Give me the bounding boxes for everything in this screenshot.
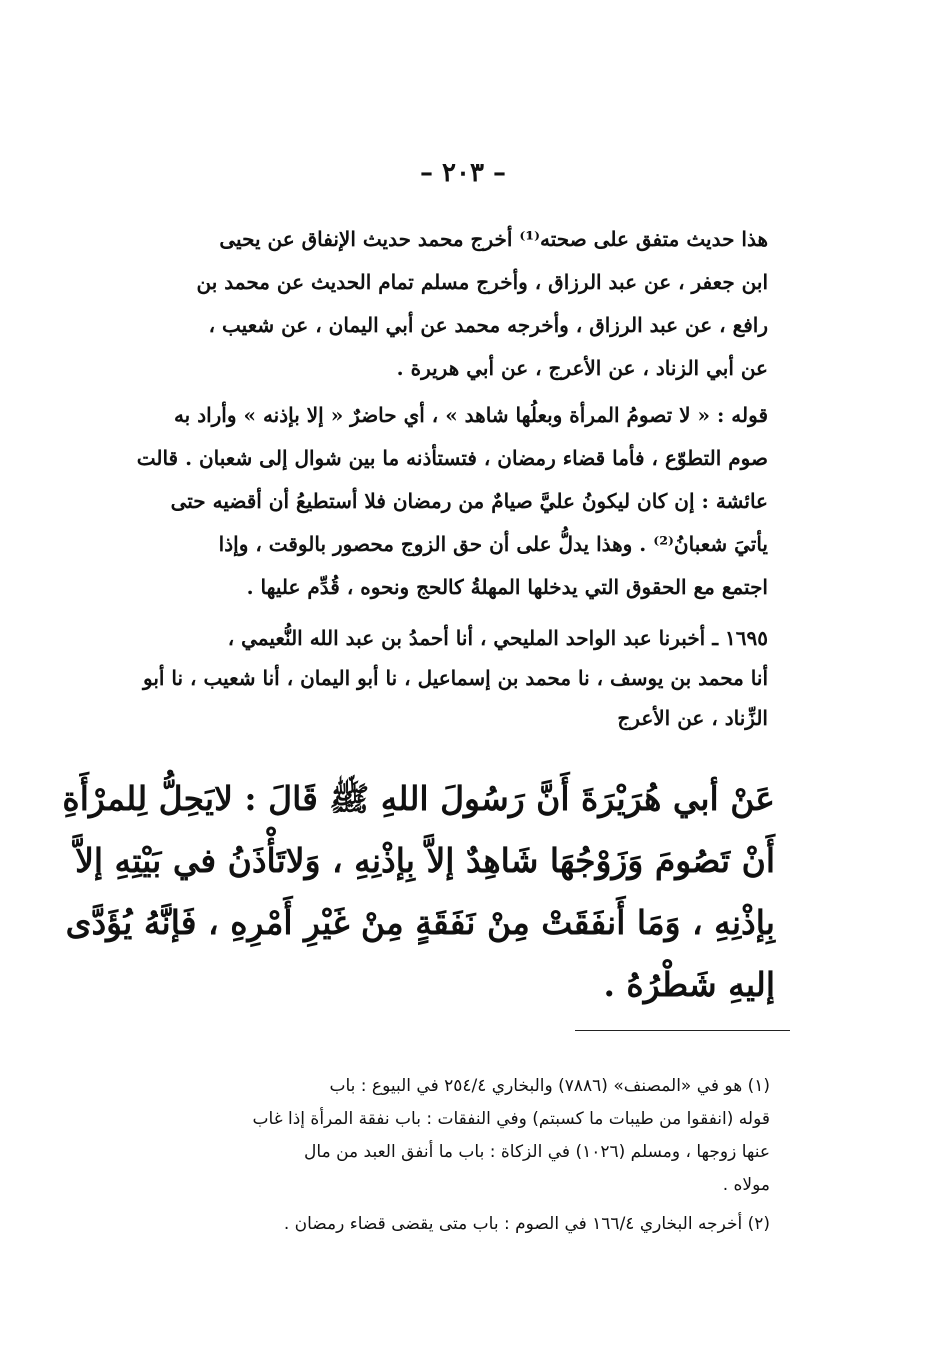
text-line: صوم التطوّع ، فأما قضاء رمضان ، فتستأذنه ما بين شوال إلى شعبان . قالت: [136, 446, 768, 470]
footnotes: [150, 1070, 770, 1241]
footnote-line: (٢) أخرجه البخاري ١٦٦/٤ في الصوم : باب متى يقضى قضاء رمضان .: [283, 1214, 770, 1234]
hadith-line: عَنْ أبي هُرَيْرَةَ أَنَّ رَسُولَ اللهِ ﷺ قَالَ : لايَحِلُّ لِلمرْأَةِ: [62, 779, 775, 818]
paragraph-commentary-sources: [150, 218, 768, 390]
footnote-divider: [575, 1030, 790, 1031]
text-line: الزِّناد ، عن الأعرج: [617, 706, 768, 730]
paragraph-explanation: [136, 394, 768, 609]
footnote-2: [150, 1208, 770, 1241]
text-line: اجتمع مع الحقوق التي يدخلها المهلةُ كالحج ونحوه ، قُدِّم عليها .: [246, 575, 768, 599]
footnote-line: (١) هو في «المصنف» (٧٨٨٦) والبخاري ٢٥٤/٤ في البيوع : باب: [329, 1076, 770, 1096]
footnote-line: قوله (انفقوا من طيبات ما كسبتم) وفي النفقات : باب نفقة المرأة إذا غاب: [252, 1109, 770, 1129]
text-line: رافع ، عن عبد الرزاق ، وأخرجه محمد عن أبي اليمان ، عن شعيب ،: [208, 313, 768, 337]
text-line: ابن جعفر ، عن عبد الرزاق ، وأخرج مسلم تمام الحديث عن محمد بن: [196, 270, 768, 294]
hadith-line: بِإذْنِهِ ، وَمَا أَنفَقَتْ مِنْ نَفَقَةٍ مِنْ غَيْرِ أَمْرِهِ ، فَإنَّهُ يُؤَدَّى: [65, 903, 775, 942]
text-line: أنا محمد بن يوسف ، نا محمد بن إسماعيل ، نا أبو اليمان ، أنا شعيب ، نا أبو: [143, 666, 768, 690]
text-line: قوله : « لا تصومُ المرأة وبعلُها شاهد » ، أي حاضرٌ « إلا بإذنه » وأراد به: [173, 403, 768, 427]
footnote-line: عنها زوجها ، ومسلم (١٠٢٦) في الزكاة : باب ما أنفق العبد من مال: [304, 1142, 770, 1162]
footnote-line: مولاه .: [722, 1175, 770, 1195]
hadith-text: [62, 768, 775, 1016]
hadith-line: إليهِ شَطْرُهُ .: [603, 965, 775, 1004]
text-line: ١٦٩٥ ـ أخبرنا عبد الواحد المليحي ، أنا أحمدُ بن عبد الله النُّعيمي ،: [227, 626, 768, 650]
text-line: يأتيَ شعبانُ⁽²⁾ . وهذا يدلُّ على أن حق الزوج محصور بالوقت ، وإذا: [218, 532, 768, 556]
footnote-1: [150, 1070, 770, 1202]
text-line: عائشة : إن كان ليكونُ عليَّ صيامٌ من رمضان فلا أستطيعُ أن أقضيه حتى: [170, 489, 768, 513]
paragraph-isnad: [143, 618, 768, 738]
hadith-line: أَنْ تَصُومَ وَزَوْجُهَا شَاهِدٌ إلاَّ بِإذْنِهِ ، وَلاتَأْذَنُ في بَيْتِهِ إلاَّ: [75, 841, 775, 880]
text-line: هذا حديث متفق على صحته⁽¹⁾ أخرج محمد حديث الإنفاق عن يحيى: [219, 227, 768, 251]
text-line: عن أبي الزناد ، عن الأعرج ، عن أبي هريرة .: [396, 356, 768, 380]
page-number: – ٢٠٣ –: [419, 158, 507, 188]
